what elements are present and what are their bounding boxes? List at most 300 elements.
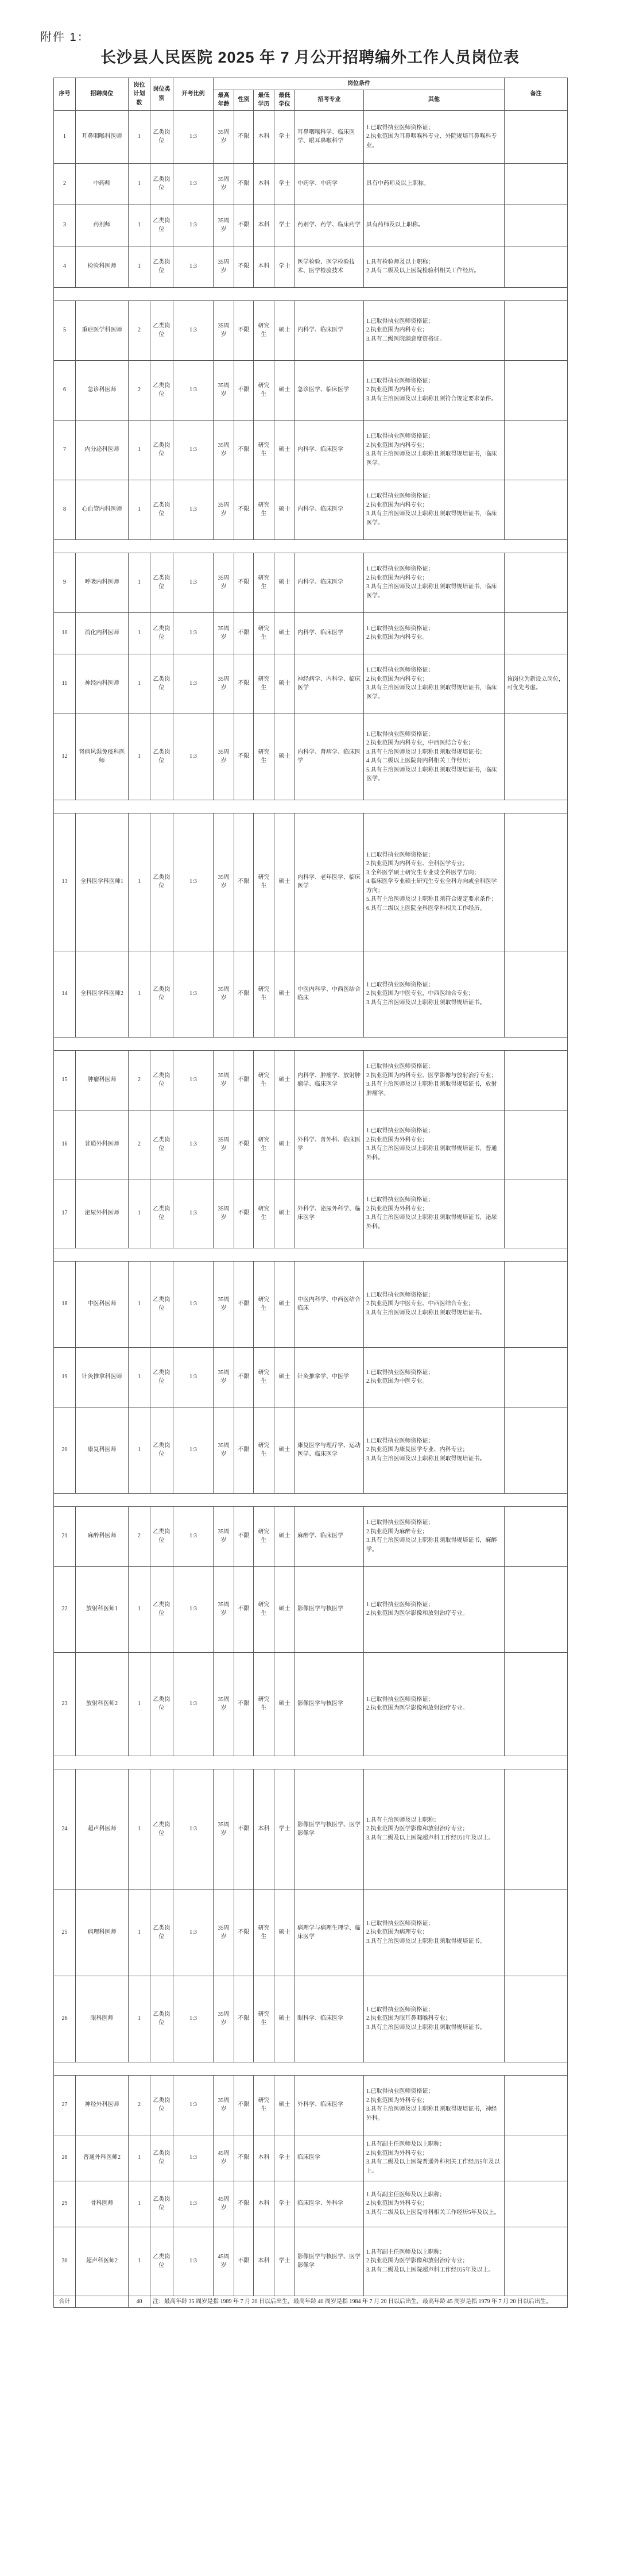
requirement-line: 1.已取得执业医师资格证； [366, 124, 434, 131]
row-index: 3 [54, 205, 76, 246]
exam-ratio: 1:3 [173, 1566, 214, 1652]
requirements [364, 163, 505, 205]
post-category: 乙类岗位 [150, 1506, 173, 1566]
major: 中医内科学、中西医结合临床 [295, 951, 364, 1037]
post-count: 1 [129, 1889, 150, 1976]
post-category: 乙类岗位 [150, 2075, 173, 2135]
table-row [54, 2227, 568, 2296]
post-count: 1 [129, 246, 150, 287]
post-category: 乙类岗位 [150, 205, 173, 246]
header-remark: 备注 [505, 78, 568, 111]
max-age: 35周岁 [214, 1566, 234, 1652]
degree: 硕士 [274, 1506, 295, 1566]
remark [505, 1566, 568, 1652]
exam-ratio: 1:3 [173, 360, 214, 420]
exam-ratio: 1:3 [173, 1506, 214, 1566]
gender: 不限 [234, 420, 254, 480]
major: 内科学、肾病学、临床医学 [295, 714, 364, 800]
education: 研究生 [254, 1976, 274, 2062]
table-row [54, 205, 568, 246]
post-count: 2 [129, 1110, 150, 1179]
post-name: 超声科医师 [76, 1769, 129, 1889]
remark [505, 1347, 568, 1407]
requirement-line: 1.已取得执业医师资格证； [366, 318, 434, 325]
row-index: 6 [54, 360, 76, 420]
major: 内科学、临床医学 [295, 420, 364, 480]
requirement-line: 1.已取得执业医师资格证； [366, 1601, 434, 1608]
header-major: 招考专业 [295, 90, 364, 110]
education: 研究生 [254, 1050, 274, 1110]
table-row [54, 1179, 568, 1248]
gender: 不限 [234, 1976, 254, 2062]
major: 临床医学 [295, 2135, 364, 2181]
post-count: 2 [129, 1506, 150, 1566]
post-count: 1 [129, 110, 150, 163]
row-index: 13 [54, 813, 76, 951]
row-index: 21 [54, 1506, 76, 1566]
requirements [364, 1261, 505, 1347]
gender: 不限 [234, 1652, 254, 1756]
table-row [54, 654, 568, 714]
requirement-line: 3.具有主治医师及以上职称且须取得规培证书，神经外科。 [366, 2106, 497, 2122]
post-name: 普通外科医师 [76, 1110, 129, 1179]
max-age: 35周岁 [214, 1407, 234, 1493]
requirement-line: 2.执业范围为内科专业； [366, 574, 428, 581]
gender: 不限 [234, 951, 254, 1037]
education: 研究生 [254, 1566, 274, 1652]
requirement-line: 2.执业范围为中医专业、中西医结合专业； [366, 1301, 474, 1308]
gender: 不限 [234, 246, 254, 287]
table-row [54, 951, 568, 1037]
education: 研究生 [254, 2075, 274, 2135]
remark [505, 360, 568, 420]
remark [505, 1769, 568, 1889]
max-age: 35周岁 [214, 205, 234, 246]
major: 外科学、泌尿外科学、临床医学 [295, 1179, 364, 1248]
gender: 不限 [234, 360, 254, 420]
row-index: 19 [54, 1347, 76, 1407]
requirement-line: 2.执业范围为医学影像和放射治疗专业； [366, 1826, 468, 1833]
max-age: 35周岁 [214, 654, 234, 714]
post-count: 1 [129, 1261, 150, 1347]
degree: 硕士 [274, 951, 295, 1037]
post-category: 乙类岗位 [150, 612, 173, 654]
major: 医学检验、医学检验技术、医学检验技术 [295, 246, 364, 287]
requirement-line: 2.执业范围为内科专业； [366, 327, 428, 334]
degree: 硕士 [274, 2075, 295, 2135]
requirement-line: 1.已取得执业医师资格证； [366, 667, 434, 673]
max-age: 35周岁 [214, 110, 234, 163]
table-row [54, 1976, 568, 2062]
requirement-line: 1.已取得执业医师资格证； [366, 731, 434, 738]
education: 研究生 [254, 951, 274, 1037]
exam-ratio: 1:3 [173, 654, 214, 714]
remark [505, 612, 568, 654]
gender: 不限 [234, 1347, 254, 1407]
requirement-line: 2.执业范围为耳鼻咽喉科专业、外院规培耳鼻喉科专业。 [366, 133, 497, 149]
requirement-line: 3.具有主治医师及以上职称且须取得规培证书。 [366, 1309, 486, 1316]
post-name: 全科医学科医师2 [76, 951, 129, 1037]
requirement-line: 1.已取得执业医师资格证； [366, 1520, 434, 1526]
exam-ratio: 1:3 [173, 1769, 214, 1889]
requirements [364, 813, 505, 951]
table-row [54, 2075, 568, 2135]
gender: 不限 [234, 2135, 254, 2181]
requirements [364, 205, 505, 246]
remark [505, 1179, 568, 1248]
post-category: 乙类岗位 [150, 714, 173, 800]
exam-ratio: 1:3 [173, 1347, 214, 1407]
major: 内科学、肿瘤学、放射肿瘤学、临床医学 [295, 1050, 364, 1110]
exam-ratio: 1:3 [173, 1050, 214, 1110]
requirements [364, 1566, 505, 1652]
total-count: 40 [129, 2296, 150, 2308]
post-name: 药剂师 [76, 205, 129, 246]
section-gap [54, 800, 568, 813]
requirements [364, 1652, 505, 1756]
requirement-line: 1.已取得执业医师资格证； [366, 377, 434, 384]
max-age: 35周岁 [214, 1050, 234, 1110]
requirement-line: 2.执业范围为内科专业； [366, 442, 428, 449]
requirement-line: 5.具有主治医师及以上职称且须符合规定要求条件； [366, 896, 497, 903]
requirement-line: 2.执业范围为医学影像和放射治疗专业。 [366, 1705, 468, 1711]
post-category: 乙类岗位 [150, 1261, 173, 1347]
row-index: 11 [54, 654, 76, 714]
remark [505, 714, 568, 800]
gender: 不限 [234, 110, 254, 163]
row-index: 17 [54, 1179, 76, 1248]
max-age: 35周岁 [214, 951, 234, 1037]
requirement-line: 3.具有主治医师及以上职称且须取得规培证书。 [366, 1938, 486, 1945]
post-count: 1 [129, 813, 150, 951]
post-count: 1 [129, 163, 150, 205]
education: 本科 [254, 1769, 274, 1889]
post-name: 神经内科医师 [76, 654, 129, 714]
requirement-line: 2.执业范围为内科专业，中西医结合专业； [366, 740, 474, 746]
remark [505, 110, 568, 163]
requirement-line: 1.已取得执业医师资格证； [366, 1920, 434, 1927]
post-category: 乙类岗位 [150, 1179, 173, 1248]
max-age: 35周岁 [214, 360, 234, 420]
row-index: 10 [54, 612, 76, 654]
table-row [54, 1050, 568, 1110]
post-count: 1 [129, 2181, 150, 2227]
requirement-line: 2.执业范围为病理专业； [366, 1929, 428, 1936]
exam-ratio: 1:3 [173, 2075, 214, 2135]
max-age: 35周岁 [214, 1179, 234, 1248]
row-index: 23 [54, 1652, 76, 1756]
requirement-line: 1.已取得执业医师资格证； [366, 493, 434, 499]
max-age: 35周岁 [214, 1506, 234, 1566]
row-index: 18 [54, 1261, 76, 1347]
exam-ratio: 1:3 [173, 951, 214, 1037]
row-index: 22 [54, 1566, 76, 1652]
post-name: 肿瘤科医师 [76, 1050, 129, 1110]
degree: 硕士 [274, 553, 295, 612]
degree: 硕士 [274, 1652, 295, 1756]
requirements [364, 2135, 505, 2181]
education: 研究生 [254, 1261, 274, 1347]
post-count: 1 [129, 2135, 150, 2181]
gender: 不限 [234, 1566, 254, 1652]
remark [505, 420, 568, 480]
major: 麻醉学、临床医学 [295, 1506, 364, 1566]
post-category: 乙类岗位 [150, 1566, 173, 1652]
post-name: 针灸推拿科医师 [76, 1347, 129, 1407]
table-row [54, 1261, 568, 1347]
exam-ratio: 1:3 [173, 480, 214, 539]
post-category: 乙类岗位 [150, 1050, 173, 1110]
post-name: 呼吸内科医师 [76, 553, 129, 612]
requirement-line: 2.执业范围为中医专业，中西医结合专业； [366, 990, 474, 997]
row-index: 5 [54, 300, 76, 360]
post-count: 1 [129, 654, 150, 714]
requirements [364, 300, 505, 360]
row-index: 20 [54, 1407, 76, 1493]
requirement-line: 3.具有主治医师及以上职称且须取得规培证书，麻醉学。 [366, 1537, 497, 1553]
requirement-line: 3.具有二级及以上医院超声科工作经历5年及以上。 [366, 2266, 494, 2273]
post-name: 耳鼻咽喉科医师 [76, 110, 129, 163]
section-gap [54, 1493, 568, 1506]
gender: 不限 [234, 714, 254, 800]
table-row [54, 480, 568, 539]
degree: 学士 [274, 205, 295, 246]
requirements [364, 1050, 505, 1110]
education: 本科 [254, 2135, 274, 2181]
requirement-line: 2.执业范围为外科专业； [366, 1136, 428, 1143]
major: 影像医学与核医学、医学影像学 [295, 1769, 364, 1889]
requirement-line: 1.已取得执业医师资格证； [366, 2088, 434, 2095]
major: 中医内科学、中西医结合临床 [295, 1261, 364, 1347]
requirement-line: 3.具有主治医师及以上职称且须取得规培证书，临床医学。 [366, 511, 497, 526]
major: 康复医学与理疗学、运动医学、临床医学 [295, 1407, 364, 1493]
post-category: 乙类岗位 [150, 1407, 173, 1493]
post-name: 放射科医师2 [76, 1652, 129, 1756]
exam-ratio: 1:3 [173, 714, 214, 800]
post-count: 1 [129, 1652, 150, 1756]
requirement-line: 1.已取得执业医师资格证； [366, 433, 434, 439]
post-name: 全科医学科医师1 [76, 813, 129, 951]
header-post: 招聘岗位 [76, 78, 129, 111]
row-index: 16 [54, 1110, 76, 1179]
gender: 不限 [234, 163, 254, 205]
post-category: 乙类岗位 [150, 1976, 173, 2062]
attachment-label: 附件 1： [40, 31, 90, 44]
requirements [364, 1889, 505, 1976]
degree: 硕士 [274, 1566, 295, 1652]
remark [505, 2075, 568, 2135]
post-category: 乙类岗位 [150, 2227, 173, 2296]
remark [505, 300, 568, 360]
requirement-line: 1.已取得执业医师资格证； [366, 1696, 434, 1703]
requirement-line: 1.已取得执业医师资格证； [366, 1197, 434, 1203]
max-age: 35周岁 [214, 420, 234, 480]
requirement-line: 3.具有主治医师及以上职称且须取得规培证书，泌尿外科。 [366, 1214, 497, 1230]
remark [505, 205, 568, 246]
requirement-line: 2.执业范围为内科专业； [366, 676, 428, 682]
education: 研究生 [254, 300, 274, 360]
requirement-line: 1.已取得执业医师资格证； [366, 2006, 434, 2013]
requirements [364, 1347, 505, 1407]
post-count: 1 [129, 2227, 150, 2296]
total-label: 合计 [54, 2296, 76, 2308]
requirement-line: 5.具有主治医师及以上职称且须取得规培证书，临床医学。 [366, 766, 497, 782]
degree: 硕士 [274, 480, 295, 539]
table-row [54, 2135, 568, 2181]
education: 研究生 [254, 612, 274, 654]
exam-ratio: 1:3 [173, 553, 214, 612]
requirement-line: 3.具有主治医师及以上职称且须取得规培证书，临床医学。 [366, 451, 497, 466]
header-age: 最高年龄 [214, 90, 234, 110]
post-category: 乙类岗位 [150, 246, 173, 287]
requirement-line: 2.执业范围为中医专业。 [366, 1378, 428, 1385]
exam-ratio: 1:3 [173, 1261, 214, 1347]
remark [505, 1407, 568, 1493]
requirements [364, 1506, 505, 1566]
post-count: 1 [129, 714, 150, 800]
requirements [364, 420, 505, 480]
post-category: 乙类岗位 [150, 2135, 173, 2181]
post-count: 1 [129, 1976, 150, 2062]
header-education: 最低学历 [254, 90, 274, 110]
requirement-line: 1.具有检验师及以上职称； [366, 259, 434, 265]
education: 研究生 [254, 714, 274, 800]
requirements [364, 246, 505, 287]
post-count: 1 [129, 480, 150, 539]
requirement-line: 1.已取得执业医师资格证； [366, 1437, 434, 1444]
section-gap [54, 1037, 568, 1050]
degree: 硕士 [274, 1110, 295, 1179]
major: 神经病学、内科学、临床医学 [295, 654, 364, 714]
table-row [54, 420, 568, 480]
requirement-line: 3.具有二级及以上医院普通外科相关工作经历5年及以上。 [366, 2159, 500, 2174]
header-gender: 性别 [234, 90, 254, 110]
requirement-line: 3.具有二级及以上医院超声科工作经历1年及以上。 [366, 1834, 494, 1841]
degree: 硕士 [274, 300, 295, 360]
requirement-line: 2.执业范围为医学影像和放射治疗专业。 [366, 1610, 468, 1617]
requirement-line: 1.具有副主任医师及以上职称； [366, 2249, 445, 2255]
max-age: 35周岁 [214, 1261, 234, 1347]
education: 研究生 [254, 813, 274, 951]
row-index: 24 [54, 1769, 76, 1889]
degree: 硕士 [274, 1889, 295, 1976]
max-age: 45周岁 [214, 2227, 234, 2296]
requirement-line: 2.执业范围为眼耳鼻咽喉科专业； [366, 2015, 451, 2022]
gender: 不限 [234, 553, 254, 612]
exam-ratio: 1:3 [173, 163, 214, 205]
post-name: 骨科医师 [76, 2181, 129, 2227]
table-row [54, 360, 568, 420]
major: 内科学、临床医学 [295, 612, 364, 654]
max-age: 35周岁 [214, 1347, 234, 1407]
requirements [364, 360, 505, 420]
exam-ratio: 1:3 [173, 1407, 214, 1493]
post-category: 乙类岗位 [150, 1347, 173, 1407]
remark [505, 1506, 568, 1566]
post-category: 乙类岗位 [150, 2181, 173, 2227]
post-count: 2 [129, 1050, 150, 1110]
requirements [364, 612, 505, 654]
post-count: 1 [129, 1769, 150, 1889]
post-name: 消化内科医师 [76, 612, 129, 654]
table-row [54, 163, 568, 205]
gender: 不限 [234, 1179, 254, 1248]
header-count: 岗位计划数 [129, 78, 150, 111]
row-index: 15 [54, 1050, 76, 1110]
post-name: 急诊科医师 [76, 360, 129, 420]
row-index: 28 [54, 2135, 76, 2181]
post-count: 1 [129, 612, 150, 654]
requirement-line: 6.具有二级以上医院全科医学科相关工作经历。 [366, 905, 486, 912]
education: 研究生 [254, 360, 274, 420]
requirements [364, 110, 505, 163]
degree: 学士 [274, 246, 295, 287]
degree: 学士 [274, 163, 295, 205]
major: 眼科学、临床医学 [295, 1976, 364, 2062]
requirements [364, 2075, 505, 2135]
max-age: 35周岁 [214, 813, 234, 951]
post-name: 心血管内科医师 [76, 480, 129, 539]
requirement-line: 2.执业范围为医学影像和放射治疗专业； [366, 2258, 468, 2265]
major: 药剂学、药学、临床药学 [295, 205, 364, 246]
gender: 不限 [234, 654, 254, 714]
requirement-line: 3.具有主治医师及以上职称且须取得规培证书。 [366, 1455, 486, 1462]
max-age: 35周岁 [214, 1889, 234, 1976]
requirements [364, 654, 505, 714]
section-gap [54, 1248, 568, 1261]
gender: 不限 [234, 612, 254, 654]
post-category: 乙类岗位 [150, 1769, 173, 1889]
post-category: 乙类岗位 [150, 360, 173, 420]
post-count: 1 [129, 1347, 150, 1407]
gender: 不限 [234, 813, 254, 951]
education: 研究生 [254, 654, 274, 714]
remark [505, 480, 568, 539]
requirements [364, 480, 505, 539]
post-name: 中药师 [76, 163, 129, 205]
major: 影像医学与核医学 [295, 1652, 364, 1756]
row-index: 27 [54, 2075, 76, 2135]
max-age: 35周岁 [214, 246, 234, 287]
education: 研究生 [254, 553, 274, 612]
row-index: 4 [54, 246, 76, 287]
post-name: 超声科医师2 [76, 2227, 129, 2296]
gender: 不限 [234, 1506, 254, 1566]
requirement-line: 2.执业范围为外科专业； [366, 1205, 428, 1212]
exam-ratio: 1:3 [173, 246, 214, 287]
post-count: 1 [129, 553, 150, 612]
requirement-line: 具有药师及以上职称。 [366, 222, 424, 229]
requirement-line: 3.具有主治医师及以上职称且须取得规培证书。 [366, 2024, 486, 2031]
requirement-line: 2.执业范围为外科专业； [366, 2200, 428, 2207]
gender: 不限 [234, 480, 254, 539]
requirement-line: 2.具有二级及以上医院检验科相关工作经历。 [366, 268, 480, 274]
requirement-line: 1.具有主治医师及以上职称； [366, 1817, 440, 1823]
remark [505, 951, 568, 1037]
education: 研究生 [254, 1506, 274, 1566]
major: 中药学、中药学 [295, 163, 364, 205]
requirement-line: 4.临床医学专业硕士研究生专业全科方向或全科医学方向； [366, 878, 497, 894]
education: 研究生 [254, 1407, 274, 1493]
requirement-line: 1.已取得执业医师资格证； [366, 1369, 434, 1376]
table-row [54, 1566, 568, 1652]
header-other: 其他 [364, 90, 505, 110]
exam-ratio: 1:3 [173, 2181, 214, 2227]
requirement-line: 3.全科医学硕士研究生专业或全科医学方向； [366, 869, 480, 876]
post-name: 检验科医师 [76, 246, 129, 287]
major: 临床医学、外科学 [295, 2181, 364, 2227]
degree: 学士 [274, 1769, 295, 1889]
